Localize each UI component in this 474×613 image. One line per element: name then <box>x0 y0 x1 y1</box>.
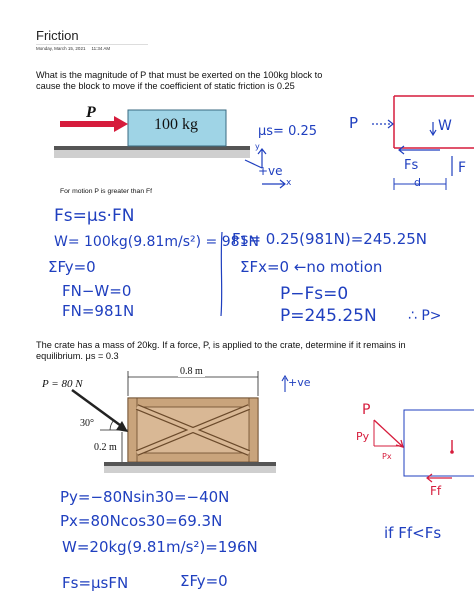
crate-right-plank <box>249 398 258 462</box>
work1-line-5: FN=981N <box>62 302 135 320</box>
work1-line-3: ΣFy=0 <box>48 258 96 276</box>
work1-right-line-3: P−Fs=0 <box>280 284 349 304</box>
angle-label: 30° <box>80 418 94 429</box>
work1-right-line-4: P=245.25N <box>280 306 377 326</box>
height-label: 0.2 m <box>94 442 117 453</box>
work1-line-2: W= 100kg(9.81m/s²) = 981N <box>54 234 259 250</box>
x-axis-label: x <box>286 178 292 188</box>
fbd1-d-label: d <box>414 176 421 189</box>
fbd2-p-label: P <box>362 402 371 418</box>
crate-width-label: 0.8 m <box>180 366 203 377</box>
mu-static-note: μs= 0.25 <box>258 124 318 139</box>
crate-top-plank <box>128 398 258 407</box>
problem1-question: What is the magnitude of P that must be exerted on the 100kg block to cause the block to move if the coefficient of static friction is 0.25 <box>36 70 323 91</box>
fbd1-w-label: W <box>438 118 452 134</box>
fbd2-ff-label: Ff <box>430 484 442 498</box>
work2-if-note: if Ff<Fs <box>384 524 442 542</box>
fbd1-f-label: F <box>458 160 467 176</box>
work1-conclusion: ∴ P> <box>408 308 442 324</box>
ground2-surface <box>104 462 276 466</box>
work1-right-line-2: ΣFx=0 ←no motion <box>240 258 383 276</box>
fbd1-fs-label: Fs <box>404 158 419 173</box>
crate-bottom-plank <box>128 453 258 462</box>
work2-line-5: ΣFy=0 <box>180 572 228 590</box>
y-axis-label: y <box>255 142 260 151</box>
ground2-hatch <box>104 466 276 473</box>
work2-line-1: Py=−80Nsin30=−40N <box>60 488 230 506</box>
work2-line-2: Px=80Ncos30=69.3N <box>60 512 223 530</box>
fbd2-px-label: Px <box>382 452 392 461</box>
page-title: Friction <box>36 28 79 43</box>
crate-left-plank <box>128 398 137 462</box>
problem2-question: The crate has a mass of 20kg. If a force, P, is applied to the crate, determine if it remains in equilibrium. μs = 0.3 <box>36 340 406 361</box>
fbd1-p-label: P <box>349 114 359 132</box>
fbd2-p-arrow <box>374 420 402 446</box>
force-p-label: P <box>86 104 96 121</box>
fbd2-weight-dot <box>450 450 454 454</box>
work1-right-line-1: Fs= 0.25(981N)=245.25N <box>232 230 428 248</box>
page-time: 11:34 AM <box>91 46 111 51</box>
p2-plus-ve-label: +ve <box>288 376 311 389</box>
work1-line-4: FN−W=0 <box>62 282 132 300</box>
fbd2-py-label: Py <box>356 430 370 443</box>
work2-line-4: Fs=μsFN <box>62 574 129 592</box>
fbd2-box <box>404 410 474 476</box>
motion-note: For motion P is greater than Ff <box>60 188 153 195</box>
page-date: Monday, March 15, 2021 <box>36 46 86 51</box>
work1-line-1: Fs=μs·FN <box>54 206 135 226</box>
block-mass-label: 100 kg <box>154 116 198 133</box>
force-p2-label: P = 80 N <box>42 378 83 390</box>
work2-line-3: W=20kg(9.81m/s²)=196N <box>62 538 258 556</box>
plus-ve-label: +ve <box>258 164 283 178</box>
